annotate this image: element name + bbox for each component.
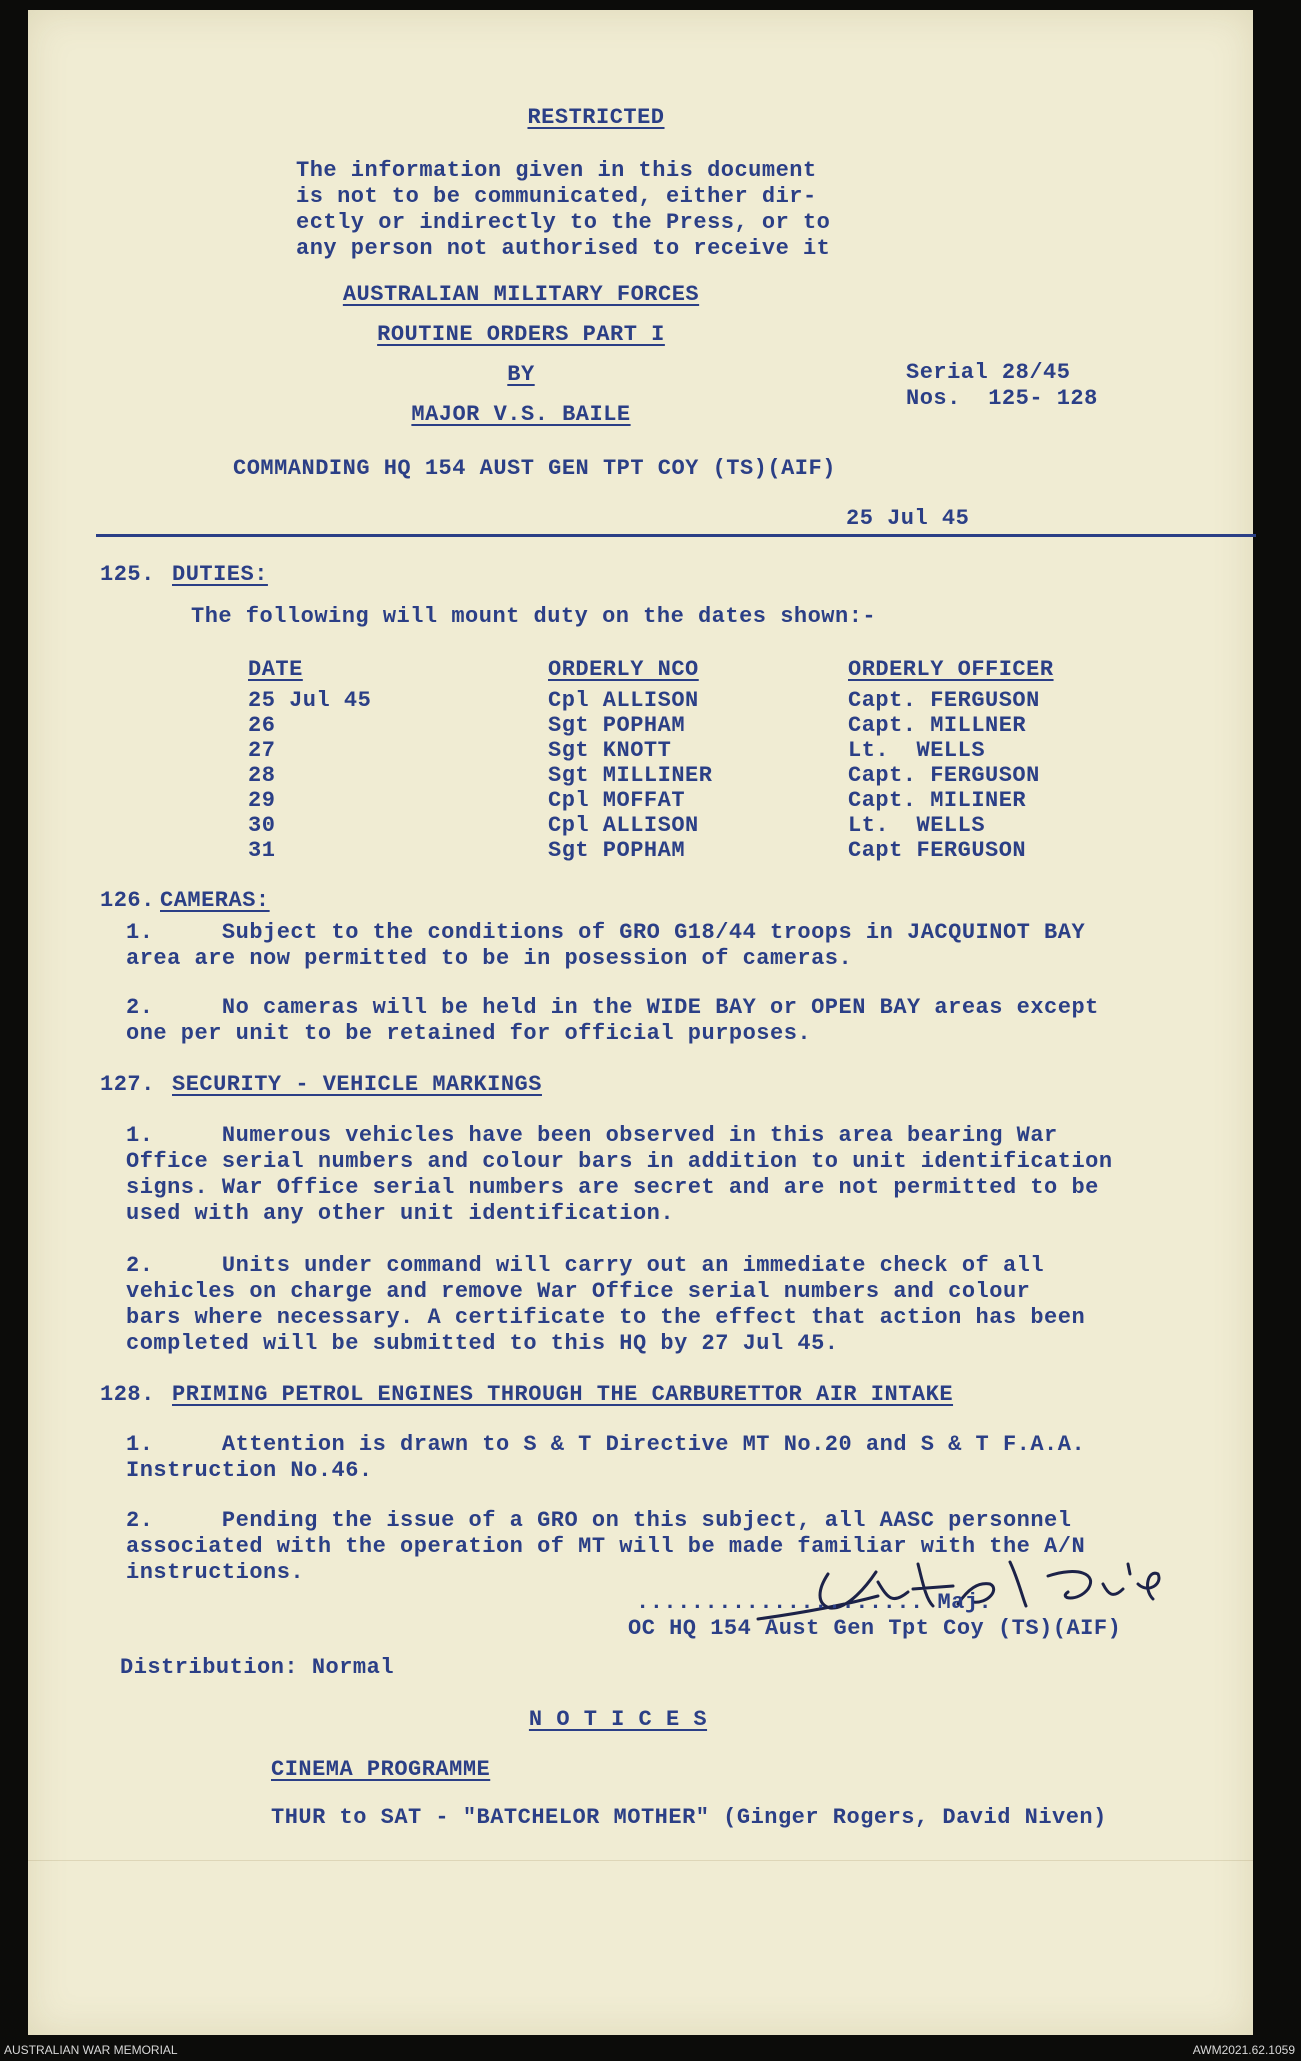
duty-nco: Cpl ALLISON (548, 688, 699, 713)
order-date: 25 Jul 45 (846, 506, 970, 531)
duty-date: 26 (248, 713, 276, 738)
notice-line-3: ectly or indirectly to the Press, or to (296, 210, 831, 235)
distribution-line: Distribution: Normal (120, 1655, 395, 1680)
duty-date: 29 (248, 788, 276, 813)
duty-nco: Sgt POPHAM (548, 838, 686, 863)
paragraph-line: associated with the operation of MT will be made familiar with the A/N (126, 1534, 1086, 1559)
duty-officer: Capt FERGUSON (848, 838, 1027, 863)
orders-heading: ROUTINE ORDERS PART I (377, 322, 665, 347)
paragraph-line: used with any other unit identification. (126, 1201, 675, 1226)
duty-date: 25 Jul 45 (248, 688, 372, 713)
section-127-number: 127. (100, 1072, 155, 1097)
notices-heading: N O T I C E S (528, 1707, 708, 1732)
duty-officer: Capt. MILINER (848, 788, 1027, 813)
duty-nco: Sgt POPHAM (548, 713, 686, 738)
footer-credit: AUSTRALIAN WAR MEMORIAL (4, 2043, 178, 2057)
section-128-number: 128. (100, 1382, 155, 1407)
duty-officer: Capt. FERGUSON (848, 763, 1040, 788)
paragraph-line: 1. Subject to the conditions of GRO G18/44 troops in JACQUINOT BAY (126, 920, 1086, 945)
duty-nco: Cpl ALLISON (548, 813, 699, 838)
paragraph-line: 1. Numerous vehicles have been observed in this area bearing War (126, 1123, 1058, 1148)
paragraph-line: 2. No cameras will be held in the WIDE BAY or OPEN BAY areas except (126, 995, 1099, 1020)
paragraph-line: 2. Pending the issue of a GRO on this subject, all AASC personnel (126, 1508, 1072, 1533)
duty-date: 30 (248, 813, 276, 838)
header-rule (96, 534, 1256, 537)
paragraph-line: completed will be submitted to this HQ by 27 Jul 45. (126, 1331, 839, 1356)
paragraph-line: instructions. (126, 1560, 305, 1585)
notice-line-1: The information given in this document (296, 158, 817, 183)
commanding-line: COMMANDING HQ 154 AUST GEN TPT COY (TS)(AIF) (233, 456, 836, 481)
cinema-programme-line: THUR to SAT - "BATCHELOR MOTHER" (Ginger Rogers, David Niven) (271, 1805, 1107, 1830)
col-header-nco: ORDERLY NCO (548, 657, 699, 682)
duty-date: 27 (248, 738, 276, 763)
signature-line: ..................... Maj. (636, 1590, 993, 1615)
duty-date: 31 (248, 838, 276, 863)
by-label: BY (507, 362, 535, 387)
duty-nco: Cpl MOFFAT (548, 788, 686, 813)
duty-nco: Sgt KNOTT (548, 738, 672, 763)
notice-line-2: is not to be communicated, either dir- (296, 184, 817, 209)
classification-heading: RESTRICTED (527, 105, 665, 130)
cinema-programme-title: CINEMA PROGRAMME (271, 1757, 491, 1782)
section-125-title: DUTIES: (172, 562, 268, 587)
paragraph-line: signs. War Office serial numbers are secret and are not permitted to be (126, 1175, 1099, 1200)
paragraph-line: Instruction No.46. (126, 1458, 373, 1483)
duty-officer: Lt. WELLS (848, 813, 986, 838)
nos-label: Nos. 125- 128 (906, 386, 1098, 411)
col-header-date: DATE (248, 657, 303, 682)
paragraph-line: bars where necessary. A certificate to the effect that action has been (126, 1305, 1086, 1330)
paragraph-line: 2. Units under command will carry out an immediate check of all (126, 1253, 1045, 1278)
footer-accession-number: AWM2021.62.1059 (1192, 2043, 1295, 2057)
col-header-officer: ORDERLY OFFICER (848, 657, 1054, 682)
section-126-title: CAMERAS: (160, 888, 270, 913)
signatory-title: OC HQ 154 Aust Gen Tpt Coy (TS)(AIF) (628, 1616, 1122, 1641)
duty-officer: Capt. MILLNER (848, 713, 1027, 738)
notice-line-4: any person not authorised to receive it (296, 236, 831, 261)
duties-intro: The following will mount duty on the dates shown:- (191, 604, 877, 629)
document-page (28, 10, 1253, 2035)
paragraph-line: vehicles on charge and remove War Office serial numbers and colour (126, 1279, 1031, 1304)
duty-date: 28 (248, 763, 276, 788)
paragraph-line: area are now permitted to be in posession of cameras. (126, 946, 853, 971)
section-125-number: 125. (100, 562, 155, 587)
paragraph-line: 1. Attention is drawn to S & T Directive MT No.20 and S & T F.A.A. (126, 1432, 1086, 1457)
paragraph-line: one per unit to be retained for official purposes. (126, 1021, 812, 1046)
officer-heading: MAJOR V.S. BAILE (411, 402, 631, 427)
serial-label: Serial 28/45 (906, 360, 1071, 385)
section-127-title: SECURITY - VEHICLE MARKINGS (172, 1072, 542, 1097)
section-126-number: 126. (100, 888, 155, 913)
section-128-title: PRIMING PETROL ENGINES THROUGH THE CARBURETTOR AIR INTAKE (172, 1382, 954, 1407)
paragraph-line: Office serial numbers and colour bars in addition to unit identification (126, 1149, 1113, 1174)
duty-officer: Capt. FERGUSON (848, 688, 1040, 713)
duty-nco: Sgt MILLINER (548, 763, 713, 788)
org-heading: AUSTRALIAN MILITARY FORCES (342, 282, 700, 307)
duty-officer: Lt. WELLS (848, 738, 986, 763)
fold-crease (28, 1860, 1253, 1861)
